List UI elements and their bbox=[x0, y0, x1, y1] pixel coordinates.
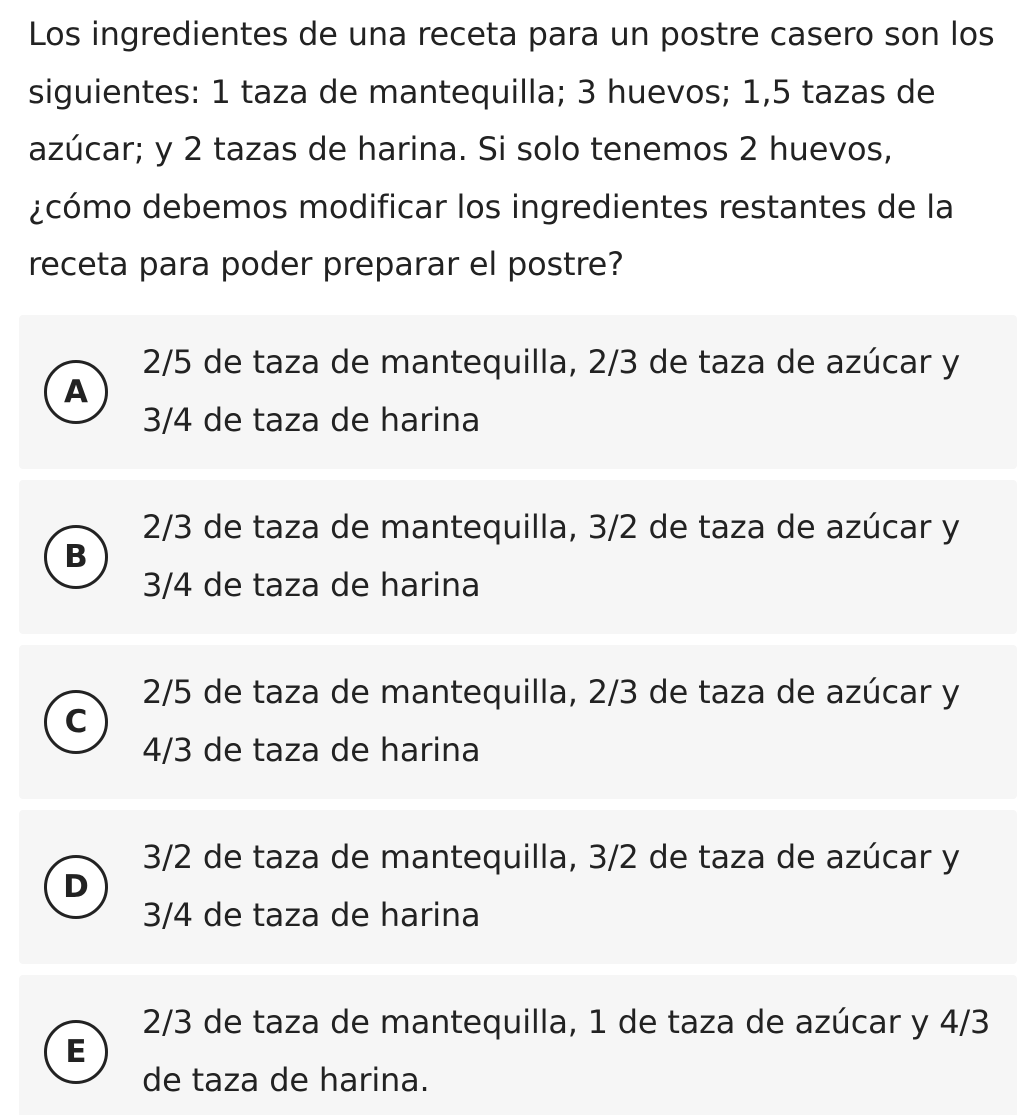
option-d-text: 3/2 de taza de mantequilla, 3/2 de taza de azúcar y 3/4 de taza de harina bbox=[142, 838, 960, 934]
option-c-text: 2/5 de taza de mantequilla, 2/3 de taza de azúcar y 4/3 de taza de harina bbox=[142, 673, 960, 769]
option-b-text: 2/3 de taza de mantequilla, 3/2 de taza de azúcar y 3/4 de taza de harina bbox=[142, 508, 960, 604]
option-d-letter-badge: D bbox=[44, 855, 108, 919]
option-a-text: 2/5 de taza de mantequilla, 2/3 de taza de azúcar y 3/4 de taza de harina bbox=[142, 343, 960, 439]
option-b-letter-badge: B bbox=[44, 525, 108, 589]
option-e-text: 2/3 de taza de mantequilla, 1 de taza de azúcar y 4/3 de taza de harina. bbox=[142, 1003, 991, 1099]
option-d[interactable] bbox=[19, 810, 1017, 964]
option-a-letter-badge: A bbox=[44, 360, 108, 424]
option-a[interactable] bbox=[19, 315, 1017, 469]
option-e[interactable] bbox=[19, 975, 1017, 1115]
option-c[interactable] bbox=[19, 645, 1017, 799]
option-b[interactable] bbox=[19, 480, 1017, 634]
option-e-letter-badge: E bbox=[44, 1020, 108, 1084]
question-text: Los ingredientes de una receta para un postre casero son los siguientes: 1 taza de mantequilla; 3 huevos; 1,5 tazas de azúcar; y 2 tazas de harina. Si solo tenemos 2 huevos, ¿cómo debemos modificar los ingredientes restantes de la receta para poder preparar el postre? bbox=[28, 15, 995, 283]
option-c-letter-badge: C bbox=[44, 690, 108, 754]
answer-options bbox=[19, 315, 1017, 1115]
